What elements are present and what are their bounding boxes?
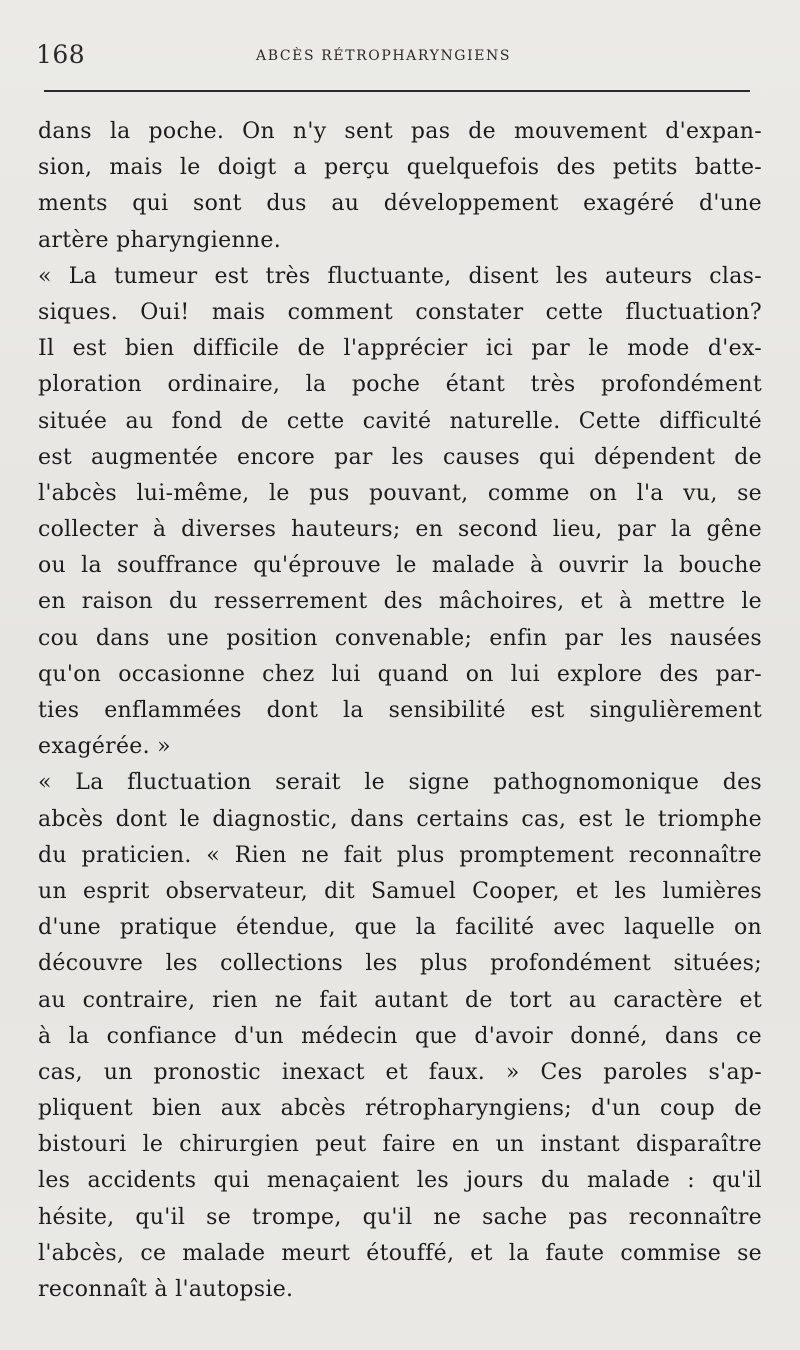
text-line: cou dans une position convenable; enfin par les nausées (38, 625, 762, 651)
text-line: au contraire, rien ne fait autant de tort au caractère et (38, 987, 762, 1013)
text-line: est augmentée encore par les causes qui dépendent de (38, 444, 762, 470)
text-line: dans la poche. On n'y sent pas de mouvement d'expan- (38, 119, 762, 144)
text-line: cas, un pronostic inexact et faux. » Ces paroles s'ap- (38, 1059, 762, 1085)
text-line: sion, mais le doigt a perçu quelquefois des petits batte- (38, 155, 762, 181)
page-header (36, 36, 756, 76)
text-line: un esprit observateur, dit Samuel Cooper, et les lumières (38, 878, 762, 904)
text-line: découvre les collections les plus profondément situées; (38, 951, 762, 977)
header-rule (44, 90, 750, 92)
text-line: Il est bien difficile de l'apprécier ici par le mode d'ex- (38, 336, 762, 362)
text-line: l'abcès lui-même, le pus pouvant, comme on l'a vu, se (38, 480, 762, 506)
text-line: exagérée. » (38, 734, 171, 760)
running-head: ABCÈS RÉTROPHARYNGIENS (256, 48, 512, 64)
text-line: hésite, qu'il se trompe, qu'il ne sache pas reconnaître (38, 1204, 762, 1230)
text-line: pliquent bien aux abcès rétropharyngiens; d'un coup de (38, 1096, 762, 1122)
text-line: ou la souffrance qu'éprouve le malade à ouvrir la bouche (38, 553, 762, 579)
text-line: à la confiance d'un médecin que d'avoir donné, dans ce (38, 1023, 762, 1049)
text-line: ploration ordinaire, la poche étant très profondément (38, 372, 762, 398)
text-line: ments qui sont dus au développement exagéré d'une (38, 191, 762, 217)
page-number: 168 (36, 40, 86, 69)
text-line: ties enflammées dont la sensibilité est singulièrement (38, 698, 762, 723)
body-text (38, 114, 762, 1308)
text-line: du praticien. « Rien ne fait plus promptement reconnaître (38, 842, 762, 868)
text-line: abcès dont le diagnostic, dans certains cas, est le triomphe (38, 806, 762, 832)
text-line: l'abcès, ce malade meurt étouffé, et la faute commise se (38, 1240, 762, 1266)
text-line: « La fluctuation serait le signe pathognomonique des (38, 770, 762, 796)
text-line: qu'on occasionne chez lui quand on lui explore des par- (38, 661, 762, 687)
text-line: reconnaît à l'autopsie. (38, 1277, 294, 1302)
text-line: les accidents qui menaçaient les jours du malade : qu'il (38, 1168, 762, 1194)
text-line: en raison du resserrement des mâchoires, et à mettre le (38, 589, 762, 615)
text-line: siques. Oui! mais comment constater cette fluctuation? (38, 299, 762, 325)
text-line: d'une pratique étendue, que la facilité avec laquelle on (38, 915, 762, 941)
text-line: collecter à diverses hauteurs; en second lieu, par la gêne (38, 517, 762, 543)
text-line: située au fond de cette cavité naturelle. Cette difficulté (38, 408, 762, 434)
text-line: « La tumeur est très fluctuante, disent les auteurs clas- (38, 263, 762, 289)
text-line: artère pharyngienne. (38, 227, 281, 253)
text-line: bistouri le chirurgien peut faire en un instant disparaître (38, 1132, 762, 1158)
